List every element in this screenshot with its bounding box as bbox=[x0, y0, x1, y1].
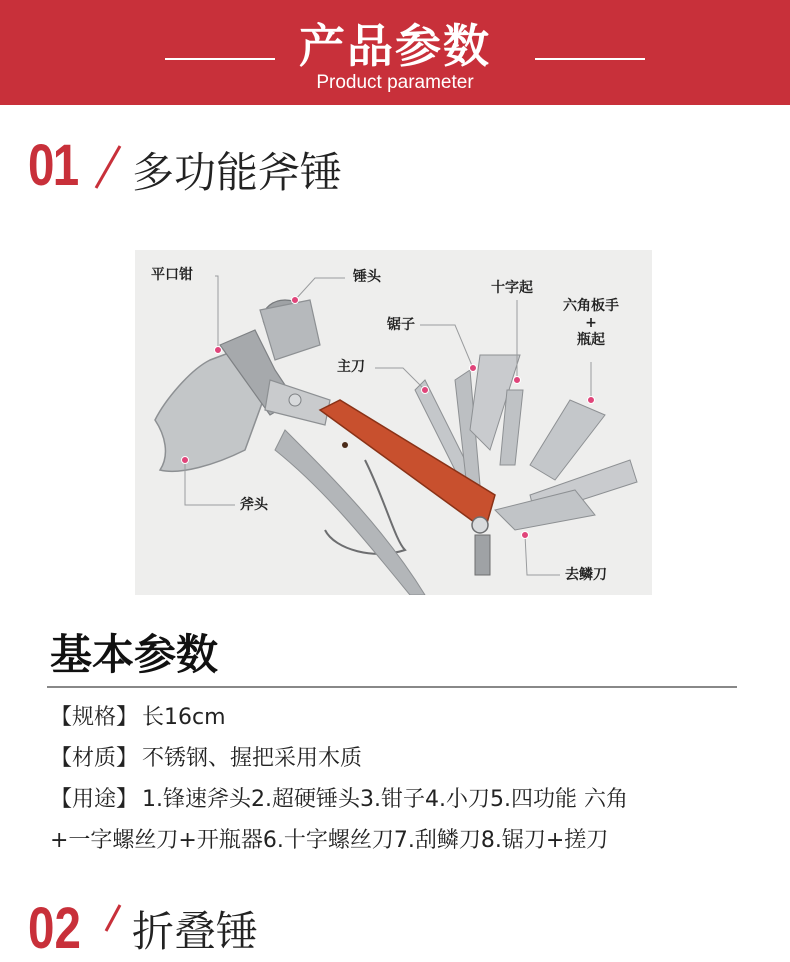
param-value: 1.锋速斧头2.超硬锤头3.钳子4.小刀5.四功能 六角 bbox=[142, 787, 628, 812]
product-diagram bbox=[135, 250, 652, 595]
params-divider bbox=[47, 686, 737, 688]
param-label: 【规格】 bbox=[50, 705, 139, 730]
slash-divider-icon-02 bbox=[92, 903, 124, 933]
param-row-usage bbox=[50, 782, 628, 813]
section-number-02: 02 bbox=[28, 896, 81, 961]
params-heading: 基本参数 bbox=[50, 630, 219, 679]
param-row-material bbox=[50, 741, 362, 772]
joint-rivet bbox=[289, 394, 301, 406]
param-value: +一字螺丝刀+开瓶器6.十字螺丝刀7.刮鳞刀8.锯刀+搓刀 bbox=[50, 828, 609, 853]
param-label: 【材质】 bbox=[50, 746, 139, 771]
callout-hex-wrench-label: 六角板手 bbox=[563, 298, 619, 314]
param-label: 【用途】 bbox=[50, 787, 139, 812]
callout-bottle-opener: 瓶起 bbox=[577, 332, 605, 348]
callout-hex-wrench bbox=[563, 298, 619, 349]
handle-pin bbox=[342, 442, 348, 448]
param-value: 长16cm bbox=[142, 705, 226, 730]
callout-pliers: 平口钳 bbox=[151, 267, 193, 283]
callout-axe: 斧头 bbox=[240, 497, 268, 513]
clip bbox=[475, 535, 490, 575]
callout-plus: + bbox=[585, 315, 597, 331]
banner-subtitle: Product parameter bbox=[316, 72, 474, 93]
slash-divider-icon bbox=[92, 142, 124, 192]
callout-main-knife: 主刀 bbox=[337, 359, 365, 375]
pivot-ring bbox=[472, 517, 488, 533]
param-row-size bbox=[50, 700, 226, 731]
header-banner bbox=[0, 0, 790, 105]
param-row-usage-cont bbox=[50, 823, 608, 854]
callout-cross-screwdriver: 十字起 bbox=[491, 280, 533, 296]
callout-scaler: 去鳞刀 bbox=[565, 567, 607, 583]
banner-title: 产品参数 bbox=[299, 19, 491, 73]
section-title-02: 折叠锤 bbox=[132, 907, 259, 956]
section-number: 01 bbox=[28, 133, 78, 198]
section-title: 多功能斧锤 bbox=[132, 148, 343, 197]
hex-wrench-blade bbox=[530, 400, 605, 480]
param-value: 不锈钢、握把采用木质 bbox=[142, 746, 363, 771]
callout-hammer: 锤头 bbox=[353, 269, 381, 285]
hammer-body bbox=[260, 300, 320, 360]
callout-saw: 锯子 bbox=[387, 317, 415, 333]
